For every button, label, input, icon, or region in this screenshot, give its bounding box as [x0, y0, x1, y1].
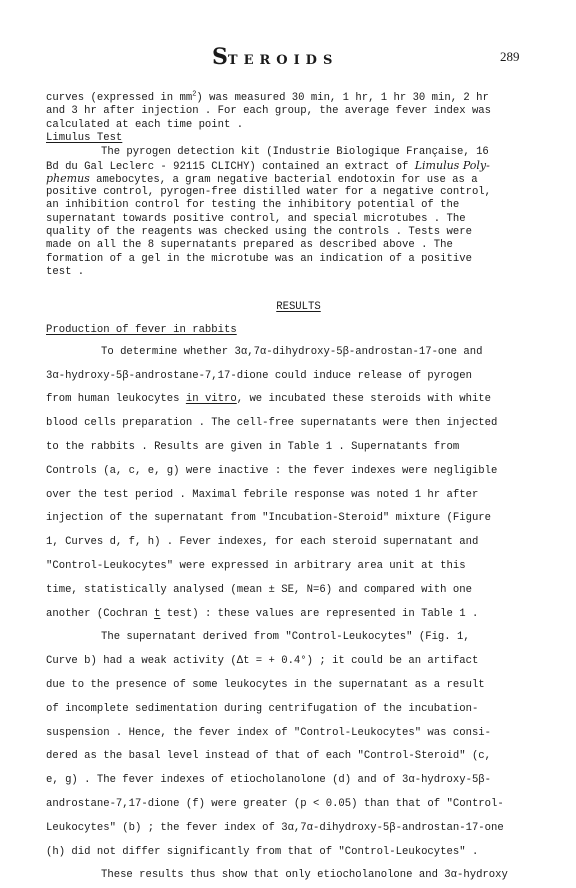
text-run: , we incubated these steroids with white [236, 393, 492, 406]
text-run: another (Cochran [46, 607, 155, 620]
paragraph-line: time, statistically analysed (mean ± SE, N=6) and compared with one [46, 583, 472, 596]
results-section [46, 296, 551, 888]
paragraph-line [46, 159, 546, 172]
text-run: ) was measured 30 min, 1 hr, 1 hr 30 min, 2 hr [196, 92, 489, 104]
paragraph-line: 3α-hydroxy-5β-androstane-7,17-dione could induce release of pyrogen [46, 369, 472, 382]
superscript: 2 [192, 90, 197, 99]
in-vitro-term: in vitro [185, 393, 237, 406]
paragraph-line: e, g) . The fever indexes of etiocholanolone (d) and of 3α-hydroxy-5β- [46, 774, 492, 787]
text-run: curves (expressed in mm [46, 92, 193, 104]
paragraph-line: an inhibition control for testing the inhibitory potential of the [46, 199, 460, 212]
journal-initial: S [212, 44, 228, 70]
paragraph-line: and 3 hr after injection . For each group, the average fever index was [46, 105, 492, 118]
paragraph-line: 1, Curves d, f, h) . Fever indexes, for each steroid supernatant and [46, 536, 479, 549]
paragraph-line: Leukocytes" (b) ; the fever index of 3α,7α-dihydroxy-5β-androstan-17-one [46, 821, 504, 834]
results-subheading: Production of fever in rabbits [46, 323, 237, 336]
paragraph-line: supernatant towards positive control, and special microtubes . The [46, 212, 466, 225]
paragraph-line: The supernatant derived from "Control-Leukocytes" (Fig. 1, [101, 631, 470, 644]
paragraph-line: These results thus show that only etiocholanolone and 3α-hydroxy [101, 869, 508, 882]
text-run: amebocytes, a gram negative bacterial endotoxin for use as a [89, 174, 478, 187]
text-run: test) : these values are represented in Table 1 . [160, 607, 479, 620]
journal-title [212, 44, 338, 70]
paragraph-line: androstane-7,17-dione (f) were greater (p < 0.05) than that of "Control- [46, 797, 504, 810]
paragraph-line: positive control, pyrogen-free distilled water for a negative control, [46, 185, 492, 198]
paragraph-line: calculated at each time point . [46, 118, 244, 131]
t-test-term: t [154, 607, 161, 620]
paragraph-line: test . [46, 266, 85, 279]
methods-section [46, 92, 546, 279]
paragraph-line: of incomplete sedimentation during centrifugation of the incubation- [46, 702, 479, 715]
paragraph-line: (h) did not differ significantly from that of "Control-Leukocytes" . [46, 845, 479, 858]
paragraph-line: due to the presence of some leukocytes in the supernatant as a result [46, 678, 485, 691]
page-number: 289 [500, 49, 520, 64]
paragraph-line: The pyrogen detection kit (Industrie Biologique Française, 16 [101, 145, 489, 158]
limulus-test-heading: Limulus Test [46, 132, 123, 145]
paragraph-line: "Control-Leukocytes" were expressed in arbitrary area unit at this [46, 559, 466, 572]
paragraph-line: to the rabbits . Results are given in Table 1 . Supernatants from [46, 440, 460, 453]
text-run: Bd du Gal Leclerc - 92115 CLICHY) contained an extract of [46, 160, 415, 173]
paragraph-line [46, 388, 551, 412]
paragraph-line: injection of the supernatant from "Incubation-Steroid" mixture (Figure [46, 512, 492, 525]
results-title: RESULTS [276, 301, 321, 313]
paragraph-line: dered as the basal level instead of that of each "Control-Steroid" (c, [46, 750, 492, 763]
paragraph-line: suspension . Hence, the fever index of "Control-Leukocytes" was consi- [46, 726, 492, 739]
paragraph-line: Curve b) had a weak activity (Δt = + 0.4°) ; it could be an artifact [46, 655, 479, 668]
paragraph-line: over the test period . Maximal febrile response was noted 1 hr after [46, 488, 479, 501]
paragraph-line: Controls (a, c, e, g) were inactive : the fever indexes were negligible [46, 464, 498, 477]
species-name: phemus [46, 172, 90, 186]
page-header [0, 44, 576, 68]
journal-title-rest: TEROIDS [227, 53, 339, 68]
paragraph-line: To determine whether 3α,7α-dihydroxy-5β-androstan-17-one and [101, 345, 483, 358]
paragraph-line: made on all the 8 supernatants prepared as described above . The [46, 239, 453, 252]
paragraph-line [46, 603, 551, 627]
paragraph-line [46, 172, 546, 185]
paragraph-line: formation of a gel in the microtube was an indication of a positive [46, 252, 472, 265]
species-name: Limulus Poly- [414, 158, 490, 172]
paragraph-line: blood cells preparation . The cell-free supernatants were then injected [46, 417, 498, 430]
paragraph-line [46, 92, 546, 105]
results-heading [46, 296, 551, 320]
paragraph-line: quality of the reagents was checked using the controls . Tests were [46, 225, 472, 238]
text-run: from human leukocytes [46, 393, 186, 406]
